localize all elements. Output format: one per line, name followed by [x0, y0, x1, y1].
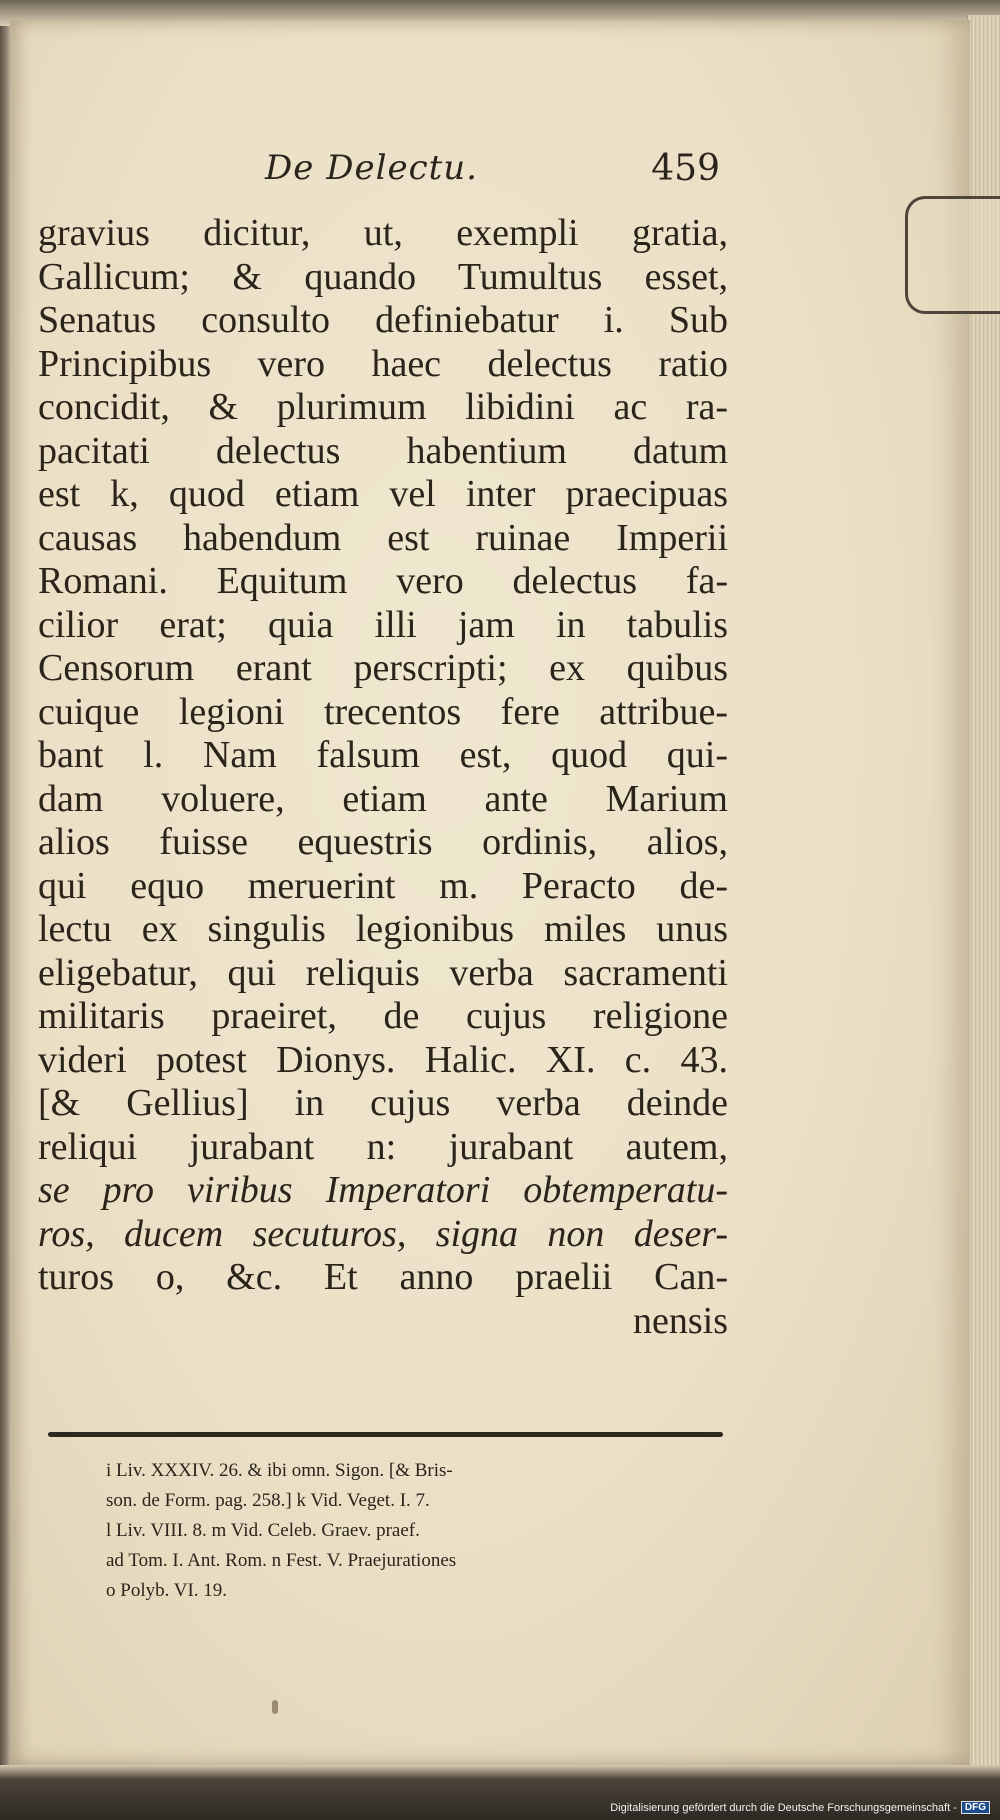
footnote-rule	[48, 1432, 723, 1437]
ink-mark	[272, 1700, 278, 1714]
book-page	[10, 20, 970, 1765]
body-line: Gallicum; & quando Tumultus esset,	[38, 255, 728, 298]
body-line: Romani. Equitum vero delectus fa-	[38, 560, 728, 602]
footnote-line: son. de Form. pag. 258.] k Vid. Veget. I. 7.	[106, 1490, 430, 1511]
body-line: Principibus vero haec delectus ratio	[38, 342, 728, 385]
body-line: ros, ducem secuturos, signa non deser-	[38, 1212, 728, 1255]
footnote-line: l Liv. VIII. 8. m Vid. Celeb. Graev. praef.	[106, 1520, 420, 1541]
body-line: alios fuisse equestris ordinis, alios,	[38, 821, 728, 863]
body-line: bant l. Nam falsum est, quod qui-	[38, 734, 728, 776]
credit-text: Digitalisierung gefördert durch die Deutsche Forschungsgemeinschaft -	[610, 1801, 957, 1814]
page-number: 459	[651, 148, 720, 189]
body-line: cuique legioni trecentos fere attribue-	[38, 690, 728, 733]
body-line: Senatus consulto definiebatur i. Sub	[38, 299, 728, 341]
body-line: cilior erat; quia illi jam in tabulis	[38, 603, 728, 646]
bookmark-tab	[905, 196, 1000, 314]
body-line: turos o, &c. Et anno praelii Can-	[38, 1256, 728, 1298]
body-line: se pro viribus Imperatori obtemperatu-	[38, 1169, 728, 1211]
body-line: videri potest Dionys. Halic. XI. c. 43.	[38, 1038, 728, 1081]
body-line: Censorum erant perscripti; ex quibus	[38, 647, 728, 689]
digitization-credit	[610, 1801, 990, 1814]
body-text	[38, 212, 728, 1343]
body-line: causas habendum est ruinae Imperii	[38, 516, 728, 559]
body-line: lectu ex singulis legionibus miles unus	[38, 908, 728, 950]
body-line: [& Gellius] in cujus verba deinde	[38, 1082, 728, 1124]
body-line: pacitati delectus habentium datum	[38, 429, 728, 472]
footnote-line: i Liv. XXXIV. 26. & ibi omn. Sigon. [& Bris-	[106, 1460, 453, 1481]
catchword: nensis	[633, 1299, 728, 1342]
footnote-line: o Polyb. VI. 19.	[106, 1580, 228, 1601]
body-line: reliqui jurabant n: jurabant autem,	[38, 1125, 728, 1168]
running-head: De Delectu.	[265, 148, 478, 188]
body-line: dam voluere, etiam ante Marium	[38, 777, 728, 820]
footnotes	[106, 1456, 736, 1606]
body-line: gravius dicitur, ut, exempli gratia,	[38, 212, 728, 254]
body-line: est k, quod etiam vel inter praecipuas	[38, 473, 728, 515]
body-line: qui equo meruerint m. Peracto de-	[38, 864, 728, 907]
footnote-line: ad Tom. I. Ant. Rom. n Fest. V. Praejurationes	[106, 1550, 457, 1571]
body-line: concidit, & plurimum libidini ac ra-	[38, 386, 728, 428]
page-header	[265, 148, 720, 204]
body-line: militaris praeiret, de cujus religione	[38, 995, 728, 1037]
body-line: eligebatur, qui reliquis verba sacramenti	[38, 951, 728, 994]
dfg-logo: DFG	[961, 1801, 990, 1814]
